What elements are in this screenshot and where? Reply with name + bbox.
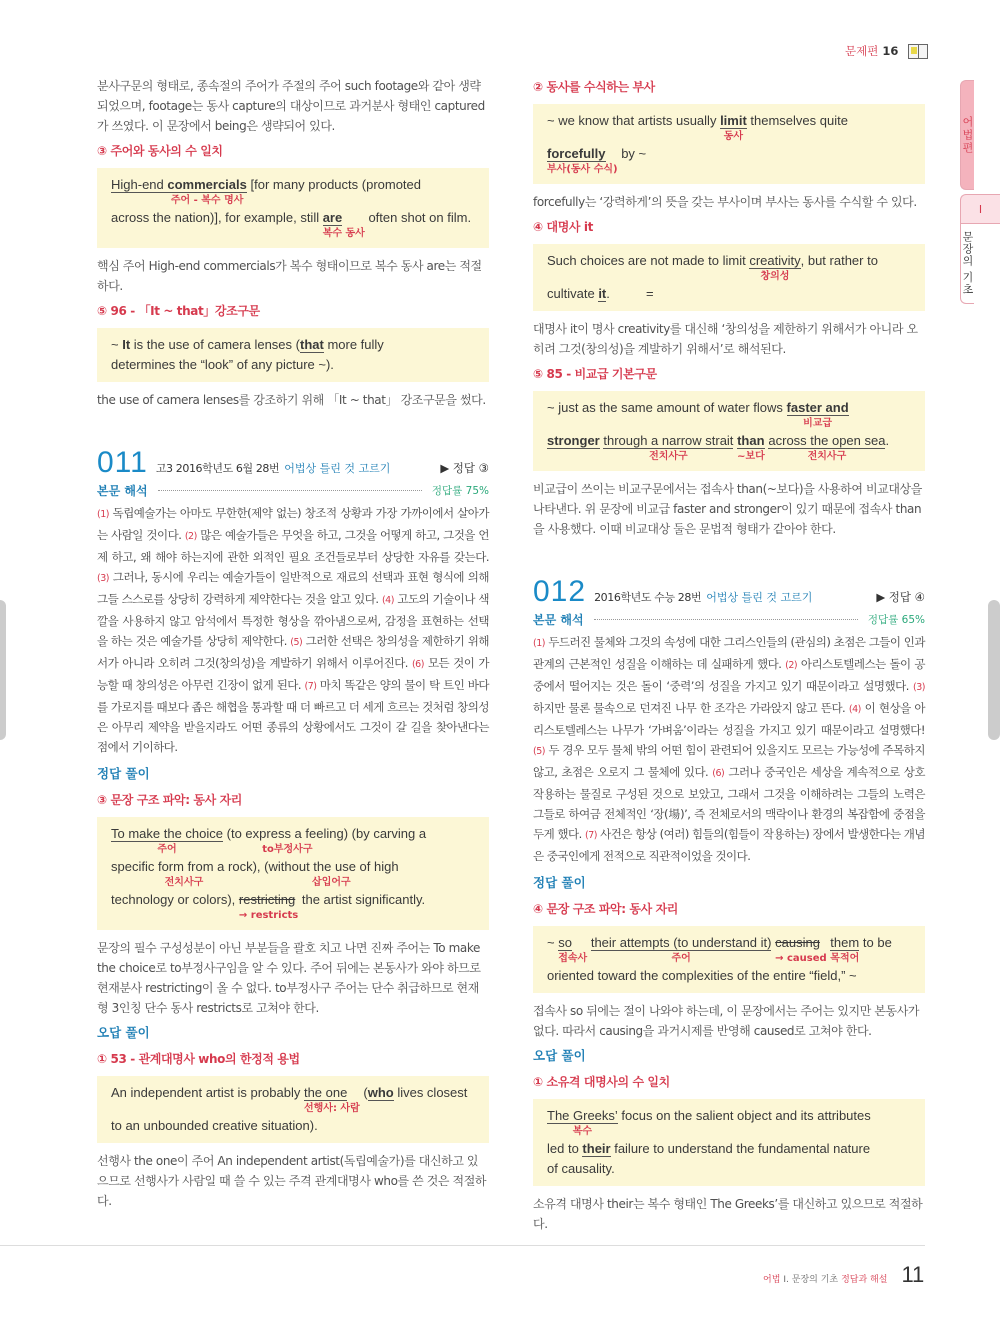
sentence-marker: (7) — [304, 681, 317, 692]
sentence-text: 마치 똑같은 양의 물이 탁 트인 바다를 가로지를 때보다 좁은 해협을 통과할 때 더 빠르고 더 세게 흐르는 것처럼 창의성은 아무리 제약을 받을지라도 어떤 종류의 상황에서도 그것이 갈 길을 찾아낸다는 점에서 기이하다. — [97, 678, 489, 754]
footer-section: 어법 — [763, 1275, 781, 1285]
grammar-annotation: to부정사구 — [262, 844, 313, 855]
sentence-segment — [598, 285, 606, 303]
sentence-line — [547, 145, 913, 176]
sentence-line — [111, 336, 477, 354]
grammar-annotation: 주어 — [157, 844, 177, 855]
segment-text: ( — [359, 1085, 368, 1100]
segment-text: their attempts (to understand it) — [590, 935, 772, 950]
sentence-segment — [111, 176, 167, 194]
sentence-text: 두드러진 물체와 그것의 속성에 대한 그리스인들의 (관심의) 초점은 그들이 인과 관계의 근본적인 성질을 이해하는 데 실패하게 했다. — [533, 635, 925, 671]
segment-text: cultivate — [547, 286, 599, 301]
segment-text: specific form from a rock) — [111, 859, 257, 874]
sentence-segment — [111, 825, 223, 856]
grammar-annotation: 부사(동사 수식) — [547, 164, 618, 175]
sentence-segment — [360, 1084, 368, 1102]
segment-text: creativity — [749, 253, 801, 268]
explanation-text: forcefully는 ‘강력하게’의 뜻을 갖는 부사이며 부사는 동사를 수식할 수 있다. — [533, 195, 917, 209]
sentence-segment — [257, 858, 264, 876]
tab-sentence-basics[interactable]: 문장의 기초 — [960, 224, 974, 304]
segment-text: ~ — [547, 935, 559, 950]
sentence-segment — [582, 1140, 610, 1158]
segment-text: restricting — [238, 892, 296, 907]
sentence-segment — [603, 432, 733, 463]
explanation-text: 선행사 the one이 주어 An independent artist(독립예술가)를 대신하고 있으므로 선행사가 사람일 때 쓸 수 있는 주격 관계대명사 who를 쓴 것은 적절하다. — [97, 1154, 487, 1208]
point-heading: ② 동사를 수식하는 부사 — [533, 80, 655, 94]
sentence-marker: (1) — [97, 509, 109, 520]
problem-number: 011 — [97, 446, 148, 479]
sentence-segment — [768, 432, 885, 463]
sentence-marker: (3) — [97, 573, 109, 584]
explanation-text: 비교급이 쓰이는 비교구문에서는 접속사 than(~보다)을 사용하여 비교대상을 나타낸다. 위 문장에 비교급 faster and stronger이 있기 때문에 접속사 than을 사용했다. 이때 비교대상 둘은 문법적 형태가 같아야 한다. — [533, 482, 922, 536]
point-heading: ④ 대명사 it — [533, 220, 593, 234]
tab-chapter-1[interactable]: Ⅰ — [960, 194, 1000, 224]
example-sentence-box — [97, 328, 489, 382]
sentence-text: 사건은 항상 (여러) 힘들의(힘들이 작용하는) 장에서 발생한다는 개념은 중국인에게 전적으로 직관적이었을 것이다. — [533, 827, 925, 863]
sentence-segment — [130, 336, 300, 354]
grammar-annotation: → restricts — [238, 910, 299, 921]
tab-grammar[interactable]: 어법편 — [960, 80, 974, 190]
translation-text — [97, 503, 489, 757]
sentence-line — [111, 858, 477, 889]
explanation-text: 문장의 필수 구성성분이 아닌 부분들을 괄호 치고 나면 진짜 주어는 To make the choice로 to부정사구임을 알 수 있다. 주어 뒤에는 본동사가 와야 하므로 현재분사 restricting이 올 수 없다. to부정사구 주어는 단수 취급하므로 현재형 3인칭 단수 동사 restricts로 고쳐야 한다. — [97, 941, 481, 1015]
sentence-marker: (6) — [411, 659, 424, 670]
segment-text: themselves quite — [746, 113, 848, 128]
segment-text: to be — [859, 935, 892, 950]
left-page-handle[interactable] — [0, 600, 6, 740]
segment-text: . — [885, 433, 890, 448]
sentence-line — [547, 1140, 913, 1158]
segment-text: are — [322, 210, 343, 225]
problem-source: 2016학년도 수능 28번 — [594, 591, 702, 604]
grammar-annotation: ~보다 — [737, 451, 765, 462]
explanation-text: 대명사 it이 명사 creativity를 대신해 ‘창의성을 제한하기 위해서가 아니라 오히려 그것(창의성)을 계발하기 위해서’로 해석된다. — [533, 322, 918, 356]
sentence-segment — [547, 399, 787, 417]
segment-text: ~ we know that artists usually — [547, 113, 721, 128]
sentence-segment — [720, 112, 747, 143]
sentence-segment — [547, 252, 749, 270]
sentence-marker: (6) — [712, 768, 725, 779]
sentence-segment — [368, 1084, 394, 1102]
sentence-segment — [227, 825, 348, 856]
segment-text: , — [256, 859, 265, 874]
sentence-segment — [547, 967, 857, 985]
sentence-marker: (4) — [848, 704, 861, 715]
sentence-segment — [247, 176, 421, 194]
grammar-annotation: 전치사구 — [164, 877, 204, 888]
sentence-line — [111, 825, 477, 856]
sentence-marker: (4) — [381, 595, 394, 606]
segment-text: ~ just as the same amount of water flows — [547, 400, 787, 415]
sentence-marker: (3) — [913, 682, 925, 693]
segment-text: of causality. — [547, 1161, 615, 1176]
segment-text: , but rather to — [800, 253, 878, 268]
segment-text: An independent artist is probably — [111, 1085, 304, 1100]
segment-text: by ~ — [617, 146, 647, 161]
sentence-marker: (5) — [290, 637, 303, 648]
segment-text: To make the choice — [111, 826, 224, 841]
sentence-segment — [830, 934, 859, 965]
sentence-segment — [547, 432, 600, 450]
sentence-marker: (7) — [585, 830, 597, 841]
sentence-segment — [591, 934, 772, 965]
sentence-text: 독립예술가는 아마도 무한한(제약 없는) 창조적 상황과 가장 가까이에서 살아가는 사람일 것이다. — [97, 506, 489, 542]
sentence-line — [111, 176, 477, 207]
left-column — [97, 76, 489, 1217]
sentence-segment — [547, 1140, 582, 1158]
side-tabs — [960, 80, 1000, 304]
sentence-line — [547, 967, 913, 985]
sentence-segment — [300, 336, 324, 354]
section-label: 오답 풀이 — [97, 1025, 150, 1040]
problem-header — [533, 575, 925, 609]
sentence-line — [547, 252, 913, 283]
segment-text: often shot on film. — [364, 210, 472, 225]
segment-text: led to — [547, 1141, 583, 1156]
sentence-segment — [801, 252, 878, 270]
segment-text: than — [737, 433, 765, 448]
segment-text: The Greeks’ — [547, 1108, 618, 1123]
sentence-text: 그러한 선택은 창의성을 제한하기 위해서가 아니라 오히려 그것(창의성)을 계발하기 위해서 이루어진다. — [97, 634, 489, 670]
segment-text: High-end — [111, 177, 168, 192]
sentence-segment — [885, 432, 889, 450]
right-page-handle[interactable] — [988, 600, 1000, 740]
sentence-segment — [111, 336, 122, 354]
example-sentence-box — [533, 391, 925, 471]
grammar-annotation: → caused — [775, 953, 827, 964]
segment-text: through a narrow strait — [603, 433, 734, 448]
correct-rate: 정답률 75% — [431, 485, 489, 497]
sentence-segment — [775, 934, 827, 965]
section-label: 오답 풀이 — [533, 1048, 586, 1063]
segment-text: faster and — [786, 400, 849, 415]
sentence-line — [547, 1160, 913, 1178]
translation-header — [97, 482, 489, 499]
problem-source: 고3 2016학년도 6월 28번 — [155, 462, 280, 475]
segment-text: Such choices are not made to limit — [547, 253, 750, 268]
sentence-marker: (2) — [785, 660, 798, 671]
point-heading: ① 소유격 대명사의 수 일치 — [533, 1075, 670, 1089]
sentence-segment — [749, 252, 800, 283]
sentence-segment — [111, 356, 334, 374]
segment-text: technology or colors), — [111, 892, 239, 907]
explanation-text: 접속사 so 뒤에는 절이 나와야 하는데, 이 문장에서는 주어는 있지만 본동사가 없다. 따라서 causing을 과거시제를 반영해 caused로 고쳐야 한다. — [533, 1004, 920, 1038]
sentence-segment — [547, 1160, 615, 1178]
sentence-line — [547, 285, 913, 303]
grammar-annotation: 복수 동사 — [322, 228, 365, 239]
example-sentence-box — [97, 1076, 489, 1143]
grammar-annotation: 접속사 — [558, 953, 588, 964]
problem-page-reference — [845, 43, 928, 59]
book-icon — [908, 44, 928, 59]
segment-text: lives closest — [393, 1085, 468, 1100]
point-heading: ③ 문장 구조 파악: 동사 자리 — [97, 793, 242, 807]
answer-label: ▶ 정답 ④ — [876, 590, 925, 604]
explanation-text: 소유격 대명사 their는 복수 형태인 The Greeks’를 대신하고 있으므로 적절하다. — [533, 1197, 923, 1231]
problem-book-label: 문제편 — [845, 44, 879, 58]
grammar-annotation: 창의성 — [760, 271, 790, 282]
sentence-segment — [111, 1084, 304, 1102]
point-heading: ⑤ 96 - 「It ~ that」강조구문 — [97, 304, 260, 318]
grammar-annotation: 목적어 — [830, 953, 860, 964]
problem-type: 어법상 틀린 것 고르기 — [706, 591, 813, 604]
segment-text: commercials — [167, 177, 247, 192]
sentence-segment — [239, 891, 298, 922]
sentence-text: 이 현상을 아리스토텔레스는 나무가 ‘가벼움’이라는 성질을 가지고 있기 때문이라고 설명했다! — [533, 701, 925, 737]
sentence-segment — [618, 145, 647, 163]
sentence-text: 두 경우 모두 물체 밖의 어떤 힘이 관련되어 있을지도 모르는 가능성에 주목하지 않고, 초점은 오로지 그 물체에 있다. — [533, 743, 925, 779]
segment-text: across the open sea — [768, 433, 886, 448]
segment-text: [for many products (promoted — [246, 177, 422, 192]
segment-text: limit — [720, 113, 747, 128]
explanation-text: 핵심 주어 High-end commercials가 복수 형태이므로 복수 동사 are는 적절하다. — [97, 259, 482, 293]
sentence-line — [547, 112, 913, 143]
example-sentence-box — [533, 104, 925, 184]
segment-text: causing — [775, 935, 820, 950]
sentence-segment — [611, 1140, 870, 1158]
sentence-marker: (5) — [533, 746, 545, 757]
example-sentence-box — [533, 926, 925, 993]
page-number: 11 — [901, 1262, 925, 1287]
answer-label: ▶ 정답 ③ — [440, 461, 489, 475]
segment-text: forcefully — [547, 146, 606, 161]
point-heading: ① 53 - 관계대명사 who의 한정적 용법 — [97, 1052, 300, 1066]
sentence-segment — [618, 1107, 871, 1125]
segment-text: (without the use of high — [264, 859, 399, 874]
sentence-segment — [547, 934, 558, 952]
translation-title: 본문 해석 — [97, 484, 148, 498]
dotted-rule — [158, 490, 422, 491]
sentence-segment — [737, 432, 765, 463]
grammar-annotation: 선행사: 사람 — [303, 1103, 360, 1114]
problem-header — [97, 446, 489, 480]
grammar-annotation: 비교급 — [803, 418, 833, 429]
segment-text: so — [558, 935, 572, 950]
segment-text: is the use of camera lenses ( — [130, 337, 300, 352]
dotted-rule — [594, 619, 858, 620]
translation-header — [533, 611, 925, 628]
sentence-segment — [122, 336, 130, 354]
segment-text: across the nation)], for example, still — [111, 210, 323, 225]
segment-text: the one — [303, 1085, 348, 1100]
sentence-segment — [167, 176, 247, 207]
segment-text: to an unbounded creative situation). — [111, 1118, 318, 1133]
grammar-annotation: 전치사구 — [807, 451, 847, 462]
point-heading: ⑤ 85 - 비교급 기본구문 — [533, 367, 657, 381]
point-heading: ③ 주어와 동사의 수 일치 — [97, 144, 223, 158]
sentence-segment — [787, 399, 849, 430]
sentence-segment — [111, 858, 257, 889]
grammar-annotation: 복수 — [572, 1126, 593, 1137]
sentence-segment — [547, 112, 720, 130]
segment-text: ~ — [111, 337, 123, 352]
sentence-segment — [747, 112, 848, 130]
sentence-line — [111, 1084, 477, 1115]
sentence-text: 고도의 기술이나 색깔을 사용하지 않고 암석에서 특정한 형상을 깎아냄으로써, 감정을 표현하는 선택을 하는 것은 예술가를 상당히 제약한다. — [97, 592, 490, 648]
sentence-text: 그러나 중국인은 세상을 계속적으로 상호 작용하는 물질로 구성된 것으로 보았고, 그래서 그것을 이해하려는 그들의 노력은 그들로 하여금 전체적인 ‘장(場)’, 즉 전체로서의 맥락이나 환경의 복잡함에 중점을 두게 했다. — [533, 765, 925, 841]
sentence-text: 하지만 물론 물속으로 던져진 나무 한 조각은 가라앉지 않고 뜬다. — [533, 701, 849, 715]
segment-text: who — [367, 1085, 394, 1100]
translation-text — [533, 632, 925, 866]
sentence-line — [111, 209, 477, 240]
grammar-annotation: 전치사구 — [649, 451, 688, 462]
segment-text: (by carving a — [348, 826, 427, 841]
segment-text: stronger — [547, 433, 600, 448]
sentence-text: 모든 것이 가능할 때 창의성은 아무런 긴장이 없게 된다. — [97, 656, 489, 692]
sentence-segment — [547, 1107, 618, 1138]
sentence-segment — [547, 145, 618, 176]
segment-text: (to express a feeling) — [226, 826, 349, 841]
example-sentence-box — [533, 244, 925, 311]
sentence-segment — [111, 1117, 318, 1135]
sentence-text: 많은 예술가들은 무엇을 하고, 그것을 어떻게 하고, 그것을 언제 하고, 왜 해야 하는지에 관한 외적인 필요 조건들로부터 상당한 자유를 갖는다. — [97, 528, 489, 564]
sentence-segment — [558, 934, 587, 965]
sentence-segment — [547, 285, 598, 303]
right-column — [533, 76, 925, 1240]
sentence-line — [547, 432, 913, 463]
translation-title: 본문 해석 — [533, 613, 584, 627]
sentence-segment — [111, 891, 239, 909]
point-heading: ④ 문장 구조 파악: 동사 자리 — [533, 902, 678, 916]
sentence-marker: (2) — [184, 531, 197, 542]
segment-text: It — [122, 337, 131, 352]
explanation-text: 분사구문의 형태로, 종속절의 주어가 주절의 주어 such footage와 같아 생략되었으며, footage는 동사 capture의 대상이므로 과거분사 형태인 captured가 쓰였다. 이 문장에서 being은 생략되어 있다. — [97, 79, 485, 133]
problem-number: 012 — [533, 575, 587, 608]
segment-text: oriented toward the complexities of the entire “field,” ~ — [547, 968, 857, 983]
correct-rate: 정답률 65% — [867, 614, 925, 626]
sentence-line — [111, 891, 477, 922]
example-sentence-box — [97, 817, 489, 930]
sentence-segment — [606, 285, 653, 303]
problem-type: 어법상 틀린 것 고르기 — [284, 462, 391, 475]
sentence-segment — [324, 336, 384, 354]
sentence-segment — [348, 825, 426, 843]
segment-text: . = — [606, 286, 654, 301]
sentence-segment — [298, 891, 425, 909]
footer-answers-label: 정답과 해설 — [841, 1275, 888, 1285]
segment-text: determines the “look” of any picture ~). — [111, 357, 334, 372]
segment-text: focus on the salient object and its attributes — [617, 1108, 871, 1123]
segment-text: that — [299, 337, 324, 352]
grammar-annotation: 삽입어구 — [312, 877, 351, 888]
sentence-segment — [365, 209, 471, 227]
sentence-segment — [264, 858, 398, 889]
sentence-line — [111, 356, 477, 374]
sentence-segment — [111, 209, 323, 227]
sentence-marker: (1) — [533, 638, 545, 649]
grammar-annotation: 주어 — [671, 953, 691, 964]
segment-text: the artist significantly. — [298, 892, 426, 907]
footer-divider — [0, 1245, 925, 1246]
sentence-text: 아리스토텔레스는 돌이 공중에서 떨어지는 것은 돌이 ‘중력’의 성질을 가지고 있기 때문이라고 설명했다. — [533, 657, 926, 693]
segment-text: them — [830, 935, 860, 950]
sentence-segment — [323, 209, 365, 240]
sentence-segment — [304, 1084, 360, 1115]
footer-chapter: Ⅰ. 문장의 기초 — [783, 1275, 839, 1285]
sentence-line — [547, 934, 913, 965]
sentence-line — [547, 399, 913, 430]
footer — [763, 1262, 924, 1288]
segment-text: failure to understand the fundamental nature — [610, 1141, 871, 1156]
sentence-text: 그러나, 동시에 우리는 예술가들이 일반적으로 재료의 선택과 표현 형식에 의해 그들 스스로를 상당히 강력하게 제약한다는 것을 알고 있다. — [97, 570, 489, 606]
sentence-line — [111, 1117, 477, 1135]
segment-text: more fully — [323, 337, 384, 352]
sentence-segment — [394, 1084, 468, 1102]
sentence-line — [547, 1107, 913, 1138]
example-sentence-box — [533, 1099, 925, 1186]
explanation-text: the use of camera lenses를 강조하기 위해 「It ~ that」 강조구문을 썼다. — [97, 393, 486, 407]
section-label: 정답 풀이 — [533, 875, 586, 890]
section-label: 정답 풀이 — [97, 766, 150, 781]
segment-text: their — [582, 1141, 611, 1156]
grammar-annotation: 동사 — [723, 131, 744, 142]
grammar-annotation: 주어 - 복수 명사 — [170, 195, 244, 206]
segment-text: it — [598, 286, 607, 301]
example-sentence-box — [97, 168, 489, 248]
sentence-segment — [859, 934, 892, 952]
problem-page-number: 16 — [882, 44, 899, 58]
